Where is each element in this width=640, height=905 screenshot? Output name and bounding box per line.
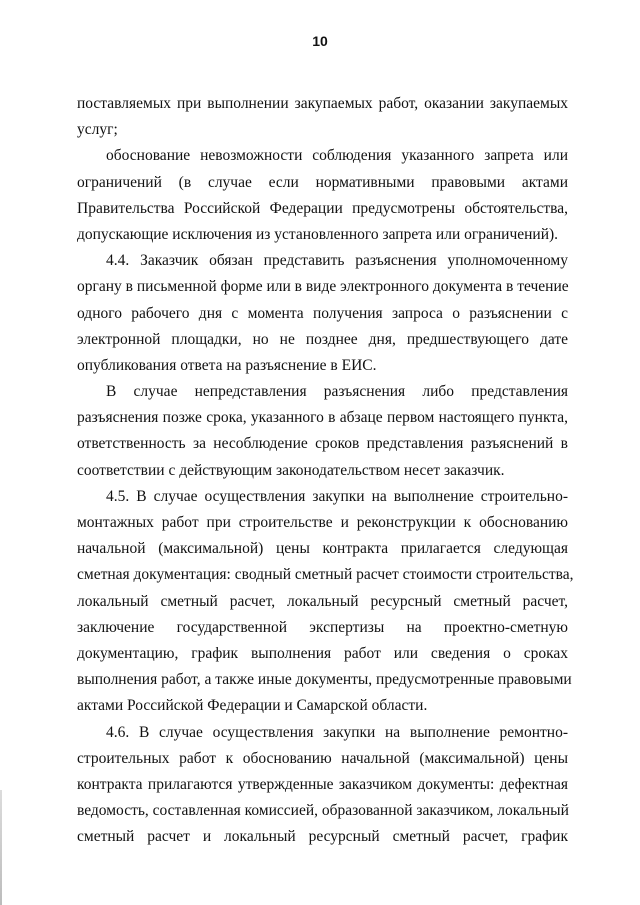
text-line: ответственность за несоблюдение сроков представления разъяснений в [77,435,568,453]
text-line: локальный сметный расчет, локальный ресурсный сметный расчет, [77,592,568,610]
paragraph [77,484,574,720]
text-line: В случае непредставления разъяснения либо представления [106,383,568,401]
text-line: допускающие исключения из установленного запрета или ограничений). [77,225,559,243]
text-line: сметная документация: сводный сметный расчет стоимости строительства, [77,566,574,584]
text-line: органу в письменной форме или в виде электронного документа в течение [77,278,569,296]
text-line: выполнения работ, а также иные документы, предусмотренные правовыми [77,671,572,689]
text-line: обоснование невозможности соблюдения указанного запрета или [106,147,568,165]
text-line: поставляемых при выполнении закупаемых работ, оказании закупаемых [77,95,568,112]
text-line: разъяснения позже срока, указанного в абзаце первом настоящего пункта, [77,409,568,427]
text-line: начальной (максимальной) цены контракта прилагается следующая [77,540,568,558]
text-line: ведомость, составленная комиссией, образованной заказчиком, локальный [77,802,569,820]
text-line: монтажных работ при строительстве и реконструкции к обоснованию [77,514,568,531]
text-line: соответствии с действующим законодательством несет заказчик. [77,461,505,479]
text-line: актами Российской Федерации и Самарской области. [77,697,428,715]
paragraph [77,143,568,248]
text-line: документацию, график выполнения работ или сведения о сроках [77,644,568,662]
text-line: ограничений (в случае если нормативными правовыми актами [77,173,568,191]
text-line: контракта прилагаются утвержденные заказчиком документы: дефектная [77,775,568,793]
text-line: заключение государственной экспертизы на проектно-сметную [77,618,568,636]
text-line: одного рабочего дня с момента получения запроса о разъяснении с [77,304,568,322]
text-line: электронной площадки, но не позднее дня, предшествующего дате [77,330,568,348]
paragraph [77,248,568,379]
text-line: 4.4. Заказчик обязан представить разъяснения уполномоченному [106,252,568,270]
text-line: Правительства Российской Федерации предусмотрены обстоятельства, [77,199,568,217]
text-line: услуг; [77,121,118,139]
page-number: 10 [312,33,328,49]
paragraph [77,91,568,143]
paragraph [77,379,568,484]
text-line: опубликования ответа на разъяснение в ЕИС. [77,356,377,374]
text-line: строительных работ к обоснованию начальной (максимальной) цены [77,749,568,767]
document-body [77,91,574,850]
scan-edge-shadow [0,790,2,905]
text-line: сметный расчет и локальный ресурсный сметный расчет, график [77,828,568,846]
text-line: 4.6. В случае осуществления закупки на выполнение ремонтно- [106,723,568,741]
text-line: 4.5. В случае осуществления закупки на выполнение строительно- [106,487,568,505]
paragraph [77,720,568,851]
